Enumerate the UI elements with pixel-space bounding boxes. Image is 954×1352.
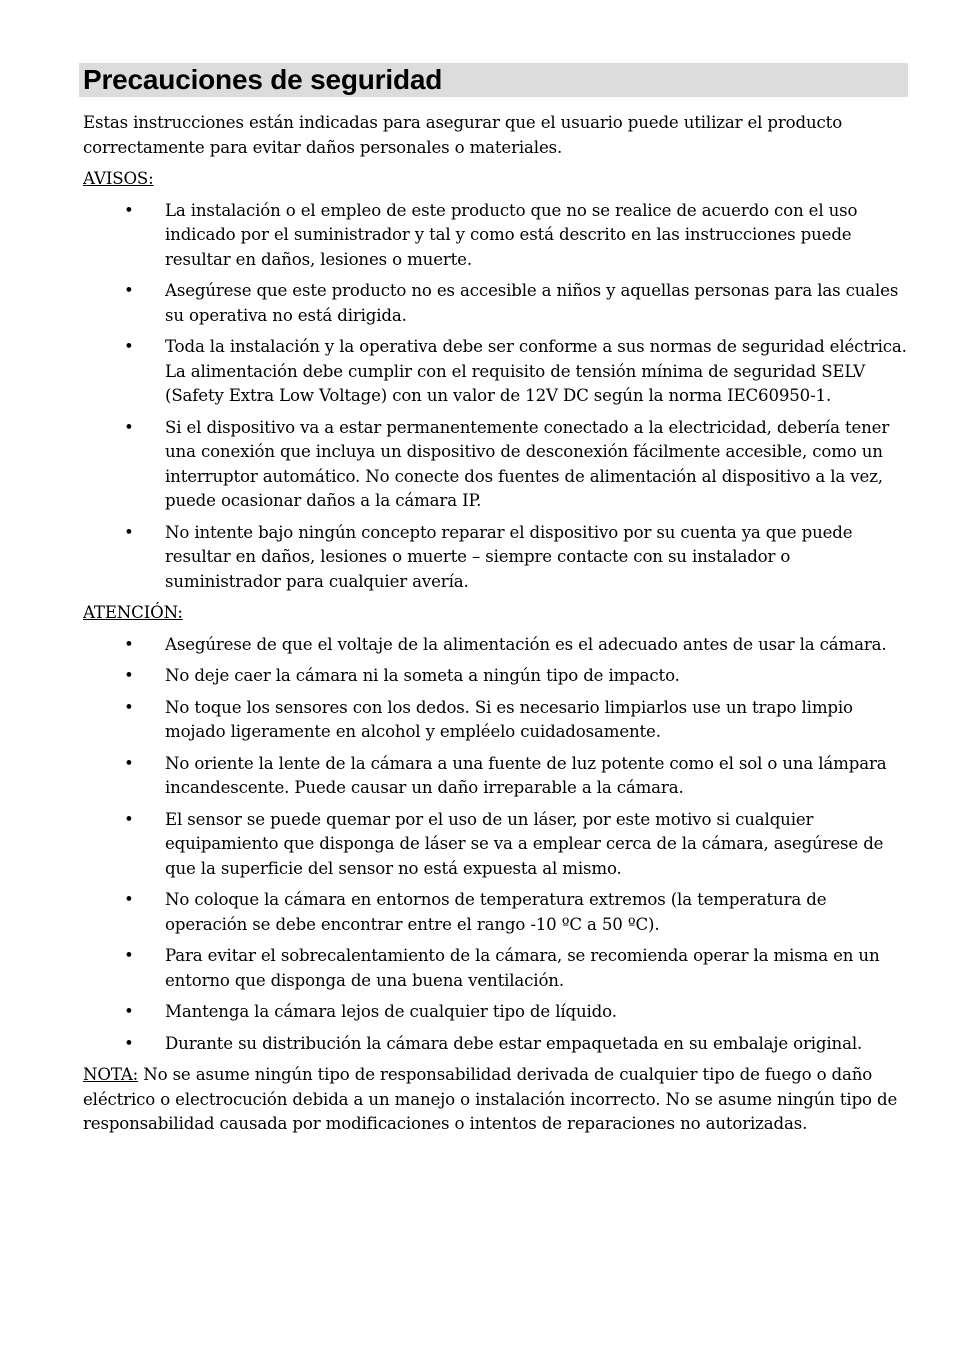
list-item-text: La instalación o el empleo de este producto que no se realice de acuerdo con el uso indicado por el suministrador y tal y como está descrito en las instrucciones puede resultar en daños, lesiones o muerte. (165, 200, 858, 269)
page-title: Precauciones de seguridad (83, 64, 443, 95)
list-item (83, 664, 908, 689)
intro-paragraph: Estas instrucciones están indicadas para asegurar que el usuario puede utilizar el producto correctamente para evitar daños personales o materiales. (83, 113, 843, 157)
list-item (83, 888, 908, 937)
bullet-icon: • (124, 522, 134, 542)
bullet-icon: • (124, 753, 134, 773)
list-item (83, 416, 908, 514)
document-body (83, 111, 908, 1137)
atencion-heading: ATENCIÓN: (83, 603, 183, 622)
bullet-icon: • (124, 337, 134, 356)
list-item (83, 1032, 908, 1057)
list-item-text: No toque los sensores con los dedos. Si es necesario limpiarlos use un trapo limpio mojado ligeramente en alcohol y empléelo cuidadosamente. (165, 697, 853, 741)
document-page (83, 63, 908, 1137)
bullet-icon: • (124, 200, 134, 220)
bullet-icon: • (124, 281, 134, 300)
title-bar (79, 63, 908, 97)
avisos-heading: AVISOS: (83, 169, 154, 188)
list-item-text: El sensor se puede quemar por el uso de un láser, por este motivo si cualquier equipamiento que disponga de láser se va a emplear cerca de la cámara, asegúrese de que la superficie del sensor no está expuesta al mismo. (165, 809, 884, 878)
bullet-icon: • (124, 1002, 134, 1021)
list-item-text: Durante su distribución la cámara debe estar empaquetada en su embalaje original. (165, 1033, 863, 1053)
nota-paragraph (83, 1063, 908, 1137)
list-item (83, 279, 908, 328)
list-item (83, 633, 908, 658)
list-item-text: No coloque la cámara en entornos de temperatura extremos (la temperatura de operación se debe encontrar entre el rango -10 ºC a 50 ºC). (165, 890, 827, 934)
bullet-icon: • (124, 809, 134, 829)
list-item (83, 335, 908, 409)
list-item (83, 752, 908, 801)
list-item-text: Asegúrese de que el voltaje de la alimentación es el adecuado antes de usar la cámara. (165, 634, 887, 654)
atencion-list (83, 633, 908, 1057)
bullet-icon: • (124, 1033, 134, 1053)
list-item-text: Si el dispositivo va a estar permanentemente conectado a la electricidad, debería tener una conexión que incluya un dispositivo de desconexión fácilmente accesible, como un interruptor automático. No conecte dos fuentes de alimentación al dispositivo a la vez, puede ocasionar daños a la cámara IP. (165, 417, 890, 510)
bullet-icon: • (124, 634, 134, 654)
list-item (83, 521, 908, 595)
nota-text: No se asume ningún tipo de responsabilidad derivada de cualquier tipo de fuego o daño eléctrico o electrocución debida a un manejo o instalación incorrecto. No se asume ningún tipo de responsabilidad causada por modificaciones o intentos de reparaciones no autorizadas. (83, 1065, 898, 1133)
list-item-text: Para evitar el sobrecalentamiento de la cámara, se recomienda operar la misma en un entorno que disponga de una buena ventilación. (165, 946, 880, 990)
list-item-text: No intente bajo ningún concepto reparar el dispositivo por su cuenta ya que puede resultar en daños, lesiones o muerte – siempre contacte con su instalador o suministrador para cualquier avería. (165, 522, 853, 591)
bullet-icon: • (124, 666, 134, 685)
list-item (83, 1000, 908, 1025)
bullet-icon: • (124, 890, 134, 909)
list-item-text: Asegúrese que este producto no es accesible a niños y aquellas personas para las cuales su operativa no está dirigida. (165, 281, 899, 325)
list-item (83, 944, 908, 993)
list-item-text: Mantenga la cámara lejos de cualquier tipo de líquido. (165, 1002, 617, 1021)
nota-label: NOTA: (83, 1065, 139, 1084)
avisos-list (83, 199, 908, 595)
list-item-text: No deje caer la cámara ni la someta a ningún tipo de impacto. (165, 666, 680, 685)
bullet-icon: • (124, 697, 134, 717)
list-item (83, 808, 908, 882)
list-item (83, 199, 908, 273)
list-item-text: No oriente la lente de la cámara a una fuente de luz potente como el sol o una lámpara incandescente. Puede causar un daño irreparable a la cámara. (165, 753, 887, 797)
list-item-text: Toda la instalación y la operativa debe ser conforme a sus normas de seguridad eléctrica. La alimentación debe cumplir con el requisito de tensión mínima de seguridad SELV (Safety Extra Low Voltage) con un valor de 12V DC según la norma IEC60950-1. (165, 337, 907, 405)
bullet-icon: • (124, 946, 134, 965)
list-item (83, 696, 908, 745)
bullet-icon: • (124, 417, 134, 437)
